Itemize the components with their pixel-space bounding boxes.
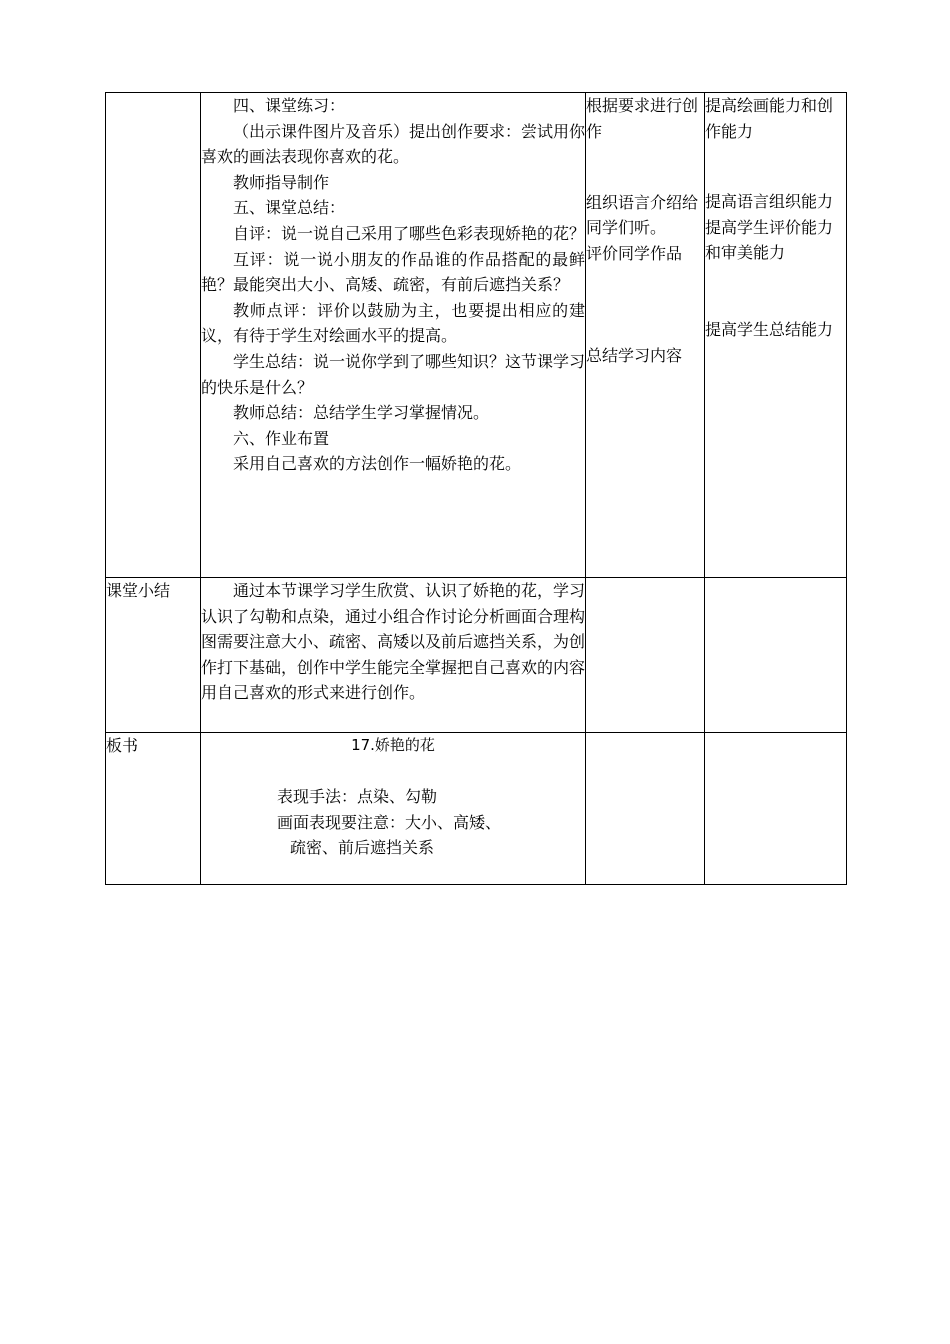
teacher-guidance: 教师指导制作 xyxy=(233,172,330,192)
activity-create: 根据要求进行创作 xyxy=(586,96,699,141)
intent-drawing: 提高绘画能力和创作能力 xyxy=(705,96,834,141)
intent-language: 提高语言组织能力 xyxy=(705,192,834,212)
summary-content-cell xyxy=(201,578,586,733)
practice-heading: 四、课堂练习： xyxy=(233,96,346,115)
peer-evaluation: 互评：说一说小朋友的作品谁的作品搭配的最鲜艳？最能突出大小、高矮、疏密，有前后遮挡关系？ xyxy=(201,249,585,295)
student-activity-cell xyxy=(586,93,705,578)
intent-summary: 提高学生总结能力 xyxy=(705,319,834,339)
design-intent-cell xyxy=(705,93,847,578)
student-summary: 学生总结：说一说你学到了哪些知识？这节课学习的快乐是什么？ xyxy=(201,351,586,397)
summary-empty-cell-1 xyxy=(586,578,705,733)
table-row-practice xyxy=(106,93,847,578)
row-label-empty xyxy=(106,93,201,578)
teacher-summary: 教师总结：总结学生学习掌握情况。 xyxy=(233,403,490,423)
summary-text: 通过本节课学习学生欣赏、认识了娇艳的花，学习认识了勾勒和点染，通过小组合作讨论分析画面合理构图需要注意大小、疏密、高矮以及前后遮挡关系，为创作打下基础，创作中学生能完全掌握把自己喜欢的内容用自己喜欢的形式来进行创作。 xyxy=(201,581,586,703)
activity-summarize: 总结学习内容 xyxy=(586,345,683,365)
board-empty-cell-1 xyxy=(586,733,705,885)
activity-evaluate: 评价同学作品 xyxy=(586,243,683,263)
board-attention-cont: 疏密、前后遮挡关系 xyxy=(290,838,435,858)
board-empty-cell-2 xyxy=(705,733,847,885)
practice-content-cell xyxy=(201,93,586,578)
board-label: 板书 xyxy=(106,733,201,885)
board-technique: 表现手法：点染、勾勒 xyxy=(277,787,438,807)
summary-heading: 五、课堂总结： xyxy=(233,198,346,218)
summary-empty-cell-2 xyxy=(705,578,847,733)
homework-heading: 六、作业布置 xyxy=(233,428,330,448)
board-attention: 画面表现要注意：大小、高矮、 xyxy=(277,812,502,832)
board-content-cell xyxy=(201,733,586,885)
practice-requirement: （出示课件图片及音乐）提出创作要求：尝试用你喜欢的画法表现你喜欢的花。 xyxy=(201,121,586,167)
table-row-board xyxy=(106,733,847,885)
teacher-evaluation: 教师点评：评价以鼓励为主，也要提出相应的建议，有待于学生对绘画水平的提高。 xyxy=(201,300,585,346)
activity-introduce: 组织语言介绍给同学们听。 xyxy=(586,192,699,238)
lesson-plan-table xyxy=(105,92,847,885)
board-title: 17.娇艳的花 xyxy=(351,736,435,754)
homework-task: 采用自己喜欢的方法创作一幅娇艳的花。 xyxy=(233,454,522,474)
self-evaluation: 自评：说一说自己采用了哪些色彩表现娇艳的花？ xyxy=(233,223,586,243)
summary-label: 课堂小结 xyxy=(106,578,201,733)
table-row-summary xyxy=(106,578,847,733)
intent-evaluation: 提高学生评价能力和审美能力 xyxy=(705,217,834,263)
